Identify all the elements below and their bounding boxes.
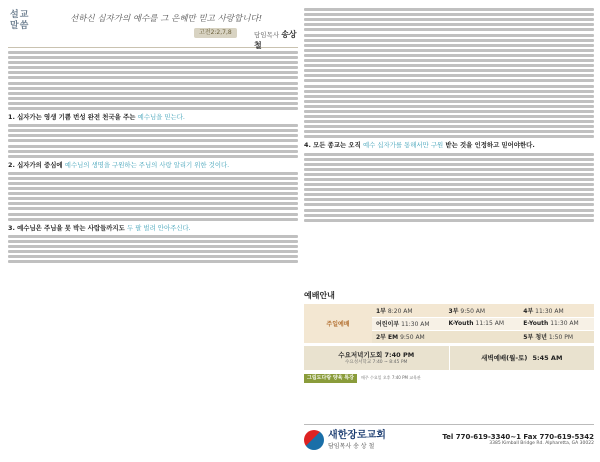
church-address: 3385 Kimball Bridge Rd. Alpharetta, GA 30022 <box>489 441 594 446</box>
intro-paragraph <box>8 51 298 110</box>
schedule-cell: 1부 8:20 AM <box>372 304 445 317</box>
dawn-prayer-time: 5:45 AM <box>532 353 563 362</box>
church-phone: Tel 770-619-3340~1 Fax 770-619-5342 <box>442 433 594 441</box>
section-heading-4: 4. 모든 종교는 오직 예수 십자가를 통해서만 구원 받는 것을 인정하고 믿어야한다. <box>304 141 535 150</box>
schedule-cell: 4부 11:30 AM <box>519 304 594 317</box>
wednesday-service-box <box>304 346 594 370</box>
section-body-2 <box>8 172 298 221</box>
pastor-name <box>254 29 298 51</box>
group-notice <box>304 373 594 384</box>
schedule-row <box>304 304 594 317</box>
wednesday-sub: 수요성서학교 7:40 ~ 8:45 PM <box>345 360 408 365</box>
wednesday-time: 7:40 PM <box>384 351 415 359</box>
right-paragraph-1 <box>304 8 594 138</box>
group-tag: 그림도다랑 양육 특강 <box>304 374 357 383</box>
schedule-table <box>304 304 594 344</box>
schedule-cell <box>445 330 520 343</box>
left-column <box>8 6 298 456</box>
section-heading-3: 3. 예수님은 주님을 못 박는 사람들까지도 두 팔 벌려 안아주신다. <box>8 223 191 232</box>
sermon-header <box>8 6 298 48</box>
sermon-tag: 설교 말씀 <box>10 10 30 31</box>
group-text: 매주 수요일 오후 7:40 PM 교육관 <box>360 375 421 380</box>
sermon-title: 선하신 십자가의 예수를 그 은혜만 믿고 사랑합니다! <box>70 14 263 24</box>
section-body-4 <box>304 153 594 222</box>
church-pastor: 담임목사 송 상 철 <box>328 442 375 450</box>
schedule-cell: 5부 청년 1:50 PM <box>519 330 594 343</box>
wednesday-title: 수요저녁기도회 <box>338 351 383 359</box>
sunday-worship-label: 주일예배 <box>304 304 372 343</box>
schedule-title: 예배안내 <box>304 291 335 300</box>
pastor-label: 담임목사 <box>254 31 280 39</box>
schedule-cell: K-Youth 11:15 AM <box>445 317 520 330</box>
pastor-name-value: 송상철 <box>254 30 297 50</box>
section-heading-2: 2. 십자가의 중심에 예수님의 생명을 구원하는 주님의 사랑 알리기 위한 것이다. <box>8 160 230 169</box>
right-column <box>304 6 594 456</box>
section-body-3 <box>8 235 298 263</box>
section-heading-1: 1. 십자가는 영생 기쁨 번성 완전 천국을 주는 예수님을 믿는다. <box>8 113 185 122</box>
dawn-prayer-label: 새벽예배(월-토) <box>481 354 528 362</box>
scripture-badge: 고전2:2,7,8 <box>194 28 237 38</box>
church-footer <box>304 424 594 454</box>
section-body-1 <box>8 124 298 158</box>
schedule-cell: 3부 9:50 AM <box>445 304 520 317</box>
schedule-cell: 어린이부 11:30 AM <box>372 317 445 330</box>
church-name: 새한장로교회 <box>328 429 386 441</box>
schedule-cell: E-Youth 11:30 AM <box>519 317 594 330</box>
worship-schedule <box>304 290 594 384</box>
schedule-cell: 2부 EM 9:50 AM <box>372 330 445 343</box>
church-logo-icon <box>304 430 324 450</box>
